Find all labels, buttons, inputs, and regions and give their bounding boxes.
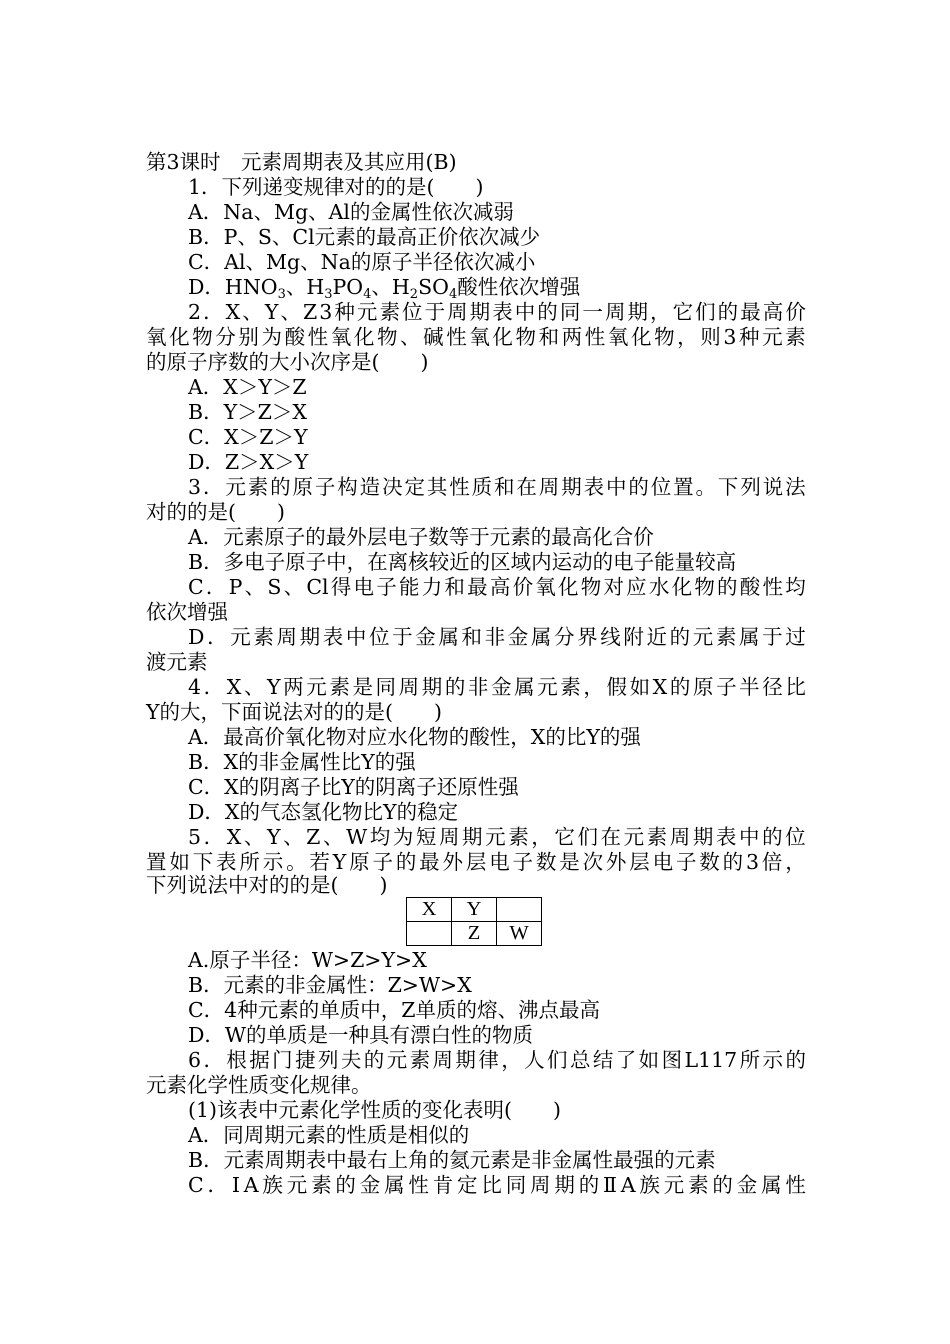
q6-option-c: C ． Ⅰ A 族 元 素 的 金 属 性 肯 定 比 同 周 期 的 Ⅱ A 族 元 素 的 金 属 性	[188, 1173, 806, 1197]
q6-stem-line1: 6 ． 根 据 门 捷 列 夫 的 元 素 周 期 律 ， 人 们 总 结 了 如 图 L117 所 示 的	[188, 1048, 806, 1072]
q1-option-d: D．$HNO_3$、$H_3PO_4$、$H_2SO_4$酸性依次增强	[188, 275, 581, 302]
q5-element-table	[406, 897, 542, 946]
q5-stem-line2: 置 如 下 表 所 示 。 若 Y 原 子 的 最 外 层 电 子 数 是 次 外 层 电 子 数 的 3 倍 ，	[146, 850, 806, 874]
q1-option-c: C．Al、Mg、Na的原子半径依次减小	[188, 250, 536, 274]
q3-option-a: A．元素原子的最外层电子数等于元素的最高化合价	[188, 525, 654, 549]
q4-option-b: B．X的非金属性比Y的强	[188, 750, 416, 774]
q4-option-a: A．最高价氧化物对应水化物的酸性，X的比Y的强	[188, 725, 641, 749]
q1-option-b: B．P、S、Cl元素的最高正价依次减少	[188, 225, 541, 249]
q5-option-d: D．W的单质是一种具有漂白性的物质	[188, 1023, 534, 1047]
q1-stem: 1．下列递变规律对的的是( )	[188, 175, 484, 199]
q3-option-d-line1: D ． 元 素 周 期 表 中 位 于 金 属 和 非 金 属 分 界 线 附 近 的 元 素 属 于 过	[188, 625, 806, 649]
q2-option-c: C．X＞Z＞Y	[188, 425, 308, 449]
q2-option-b: B．Y＞Z＞X	[188, 400, 307, 424]
q6-option-b: B．元素周期表中最右上角的氦元素是非金属性最强的元素	[188, 1148, 716, 1172]
q3-option-b: B．多电子原子中，在离核较近的区域内运动的电子能量较高	[188, 550, 737, 574]
q4-stem-line1: 4 ． X 、 Y 两 元 素 是 同 周 期 的 非 金 属 元 素 ， 假 如 X 的 原 子 半 径 比	[188, 675, 806, 699]
q3-stem-line2: 对的的是( )	[146, 500, 285, 524]
q3-option-c-line2: 依次增强	[146, 600, 228, 624]
q6-option-a: A．同周期元素的性质是相似的	[188, 1123, 470, 1147]
q2-stem-line1: 2 ． X 、 Y 、 Z 3 种 元 素 位 于 周 期 表 中 的 同 一 周 期 ， 它 们 的 最 高 价	[188, 300, 806, 324]
q2-stem-line2: 氧 化 物 分 别 为 酸 性 氧 化 物 、 碱 性 氧 化 物 和 两 性 氧 化 物 ， 则 3 种 元 素	[146, 325, 806, 349]
q4-option-c: C．X的阴离子比Y的阴离子还原性强	[188, 775, 519, 799]
q2-option-a: A．X＞Y＞Z	[188, 375, 307, 399]
q4-stem-line2: Y的大，下面说法对的的是( )	[146, 700, 443, 724]
q5-option-c: C．4种元素的单质中，Z单质的熔、沸点最高	[188, 998, 600, 1022]
q5-option-b: B．元素的非金属性：Z>W>X	[188, 973, 472, 997]
table-row	[407, 898, 542, 922]
q5-option-a: A.原子半径：W>Z>Y>X	[188, 948, 427, 972]
table-cell: X	[407, 898, 452, 922]
table-cell: Z	[452, 922, 497, 946]
q5-stem-line3: 下列说法中对的的是( )	[146, 873, 388, 897]
table-cell: Y	[452, 898, 497, 922]
q3-option-d-line2: 渡元素	[146, 650, 208, 674]
table-cell: W	[497, 922, 542, 946]
q2-stem-line3: 的原子序数的大小次序是( )	[146, 350, 429, 374]
table-cell	[497, 898, 542, 922]
table-row	[407, 922, 542, 946]
q5-stem-line1: 5 ． X 、 Y 、 Z 、 W 均 为 短 周 期 元 素 ， 它 们 在 元 素 周 期 表 中 的 位	[188, 825, 806, 849]
q4-option-d: D．X的气态氢化物比Y的稳定	[188, 800, 459, 824]
q6-stem-line2: 元素化学性质变化规律。	[146, 1073, 372, 1097]
q3-option-c-line1: C ． P 、 S 、 Cl 得 电 子 能 力 和 最 高 价 氧 化 物 对 应 水 化 物 的 酸 性 均	[188, 575, 806, 599]
table-cell	[407, 922, 452, 946]
q2-option-d: D．Z＞X＞Y	[188, 450, 309, 474]
q1-option-a: A．Na、Mg、Al的金属性依次减弱	[188, 200, 514, 224]
lesson-title: 第3课时 元素周期表及其应用(B)	[146, 150, 457, 174]
q3-stem-line1: 3 ． 元 素 的 原 子 构 造 决 定 其 性 质 和 在 周 期 表 中 的 位 置 。 下 列 说 法	[188, 475, 806, 499]
q6-subquestion-1: (1)该表中元素化学性质的变化表明( )	[188, 1098, 562, 1122]
